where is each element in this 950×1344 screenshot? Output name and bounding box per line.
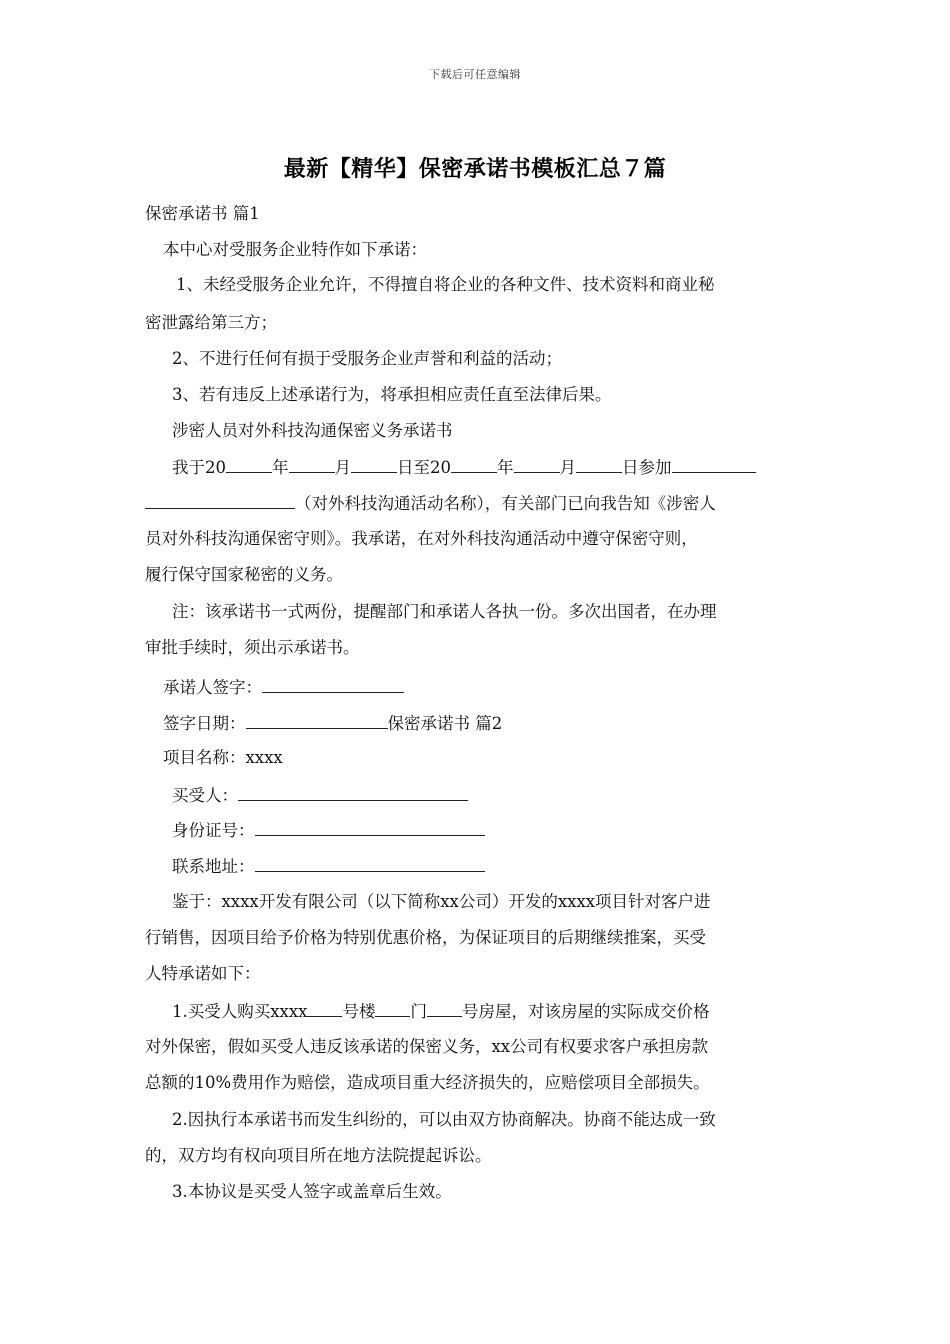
blank-month-end[interactable] bbox=[514, 455, 560, 473]
paragraph-line: 2.因执行本承诺书而发生纠纷的，可以由双方协商解决。协商不能达成一致 bbox=[172, 1110, 716, 1129]
text-segment: 1.买受人购买xxxx bbox=[172, 1002, 308, 1021]
header-note: 下载后可任意编辑 bbox=[429, 68, 521, 81]
text-segment: 门 bbox=[410, 1002, 427, 1021]
sign-date-line bbox=[163, 711, 833, 736]
subheading: 涉密人员对外科技沟通保密义务承诺书 bbox=[172, 421, 453, 440]
text-segment: 月 bbox=[334, 458, 351, 477]
blank-day-start[interactable] bbox=[351, 455, 397, 473]
buyer-label: 买受人： bbox=[172, 786, 238, 805]
paragraph-line bbox=[145, 491, 815, 516]
blank-month-start[interactable] bbox=[289, 455, 335, 473]
id-number-label: 身份证号： bbox=[172, 821, 255, 840]
paragraph-line: 2、不进行任何有损于受服务企业声誉和利益的活动； bbox=[172, 349, 562, 368]
paragraph-line: 总额的10%费用作为赔偿，造成项目重大经济损失的，应赔偿项目全部损失。 bbox=[145, 1073, 710, 1092]
sign-date-label: 签字日期： bbox=[163, 714, 246, 733]
address-label: 联系地址： bbox=[172, 857, 255, 876]
paragraph-line: 履行保守国家秘密的义务。 bbox=[145, 565, 343, 584]
clause-1-line bbox=[172, 999, 842, 1024]
paragraph-line: 1、未经受服务企业允许，不得擅自将企业的各种文件、技术资料和商业秘 bbox=[176, 275, 715, 294]
paragraph-line: 的，双方均有权向项目所在地方法院提起诉讼。 bbox=[145, 1146, 492, 1165]
blank-year-end[interactable] bbox=[451, 455, 497, 473]
paragraph-line: 审批手续时，须出示承诺书。 bbox=[145, 638, 360, 657]
date-line bbox=[172, 455, 842, 480]
paragraph-line: 3.本协议是买受人签字或盖章后生效。 bbox=[172, 1182, 452, 1201]
section-heading-2: 保密承诺书 篇2 bbox=[387, 714, 503, 733]
blank-room[interactable] bbox=[427, 999, 462, 1017]
section-heading-1: 保密承诺书 篇1 bbox=[145, 204, 260, 223]
text-segment: 号房屋，对该房屋的实际成交价格 bbox=[461, 1002, 710, 1021]
text-segment: 我于20 bbox=[172, 458, 226, 477]
paragraph-line: 本中心对受服务企业特作如下承诺： bbox=[163, 240, 427, 259]
signature-blank[interactable] bbox=[262, 675, 404, 693]
paragraph-line: 3、若有违反上述承诺行为，将承担相应责任直至法律后果。 bbox=[172, 385, 612, 404]
buyer-line bbox=[172, 783, 842, 808]
paragraph-line: 对外保密，假如买受人违反该承诺的保密义务，xx公司有权要求客户承担房款 bbox=[145, 1037, 709, 1056]
blank-activity-name[interactable] bbox=[145, 491, 295, 509]
text-segment: 号楼 bbox=[342, 1002, 376, 1021]
blank-unit[interactable] bbox=[375, 999, 410, 1017]
text-segment: 年 bbox=[272, 458, 289, 477]
paragraph-line: 密泄露给第三方； bbox=[145, 313, 277, 332]
address-line bbox=[172, 854, 842, 879]
text-segment: 日至20 bbox=[397, 458, 451, 477]
address-blank[interactable] bbox=[255, 854, 485, 872]
blank-activity[interactable] bbox=[672, 455, 756, 473]
blank-building[interactable] bbox=[307, 999, 342, 1017]
id-number-line bbox=[172, 818, 842, 843]
paragraph-line: 人特承诺如下： bbox=[145, 964, 261, 983]
blank-year-start[interactable] bbox=[226, 455, 272, 473]
paragraph-line: 注：该承诺书一式两份，提醒部门和承诺人各执一份。多次出国者，在办理 bbox=[172, 602, 717, 621]
text-segment: 月 bbox=[559, 458, 576, 477]
paragraph-line: 行销售，因项目给予价格为特别优惠价格，为保证项目的后期继续推案，买受 bbox=[145, 928, 706, 947]
sign-date-blank[interactable] bbox=[246, 711, 388, 729]
document-title: 最新【精华】保密承诺书模板汇总７篇 bbox=[283, 156, 667, 182]
paragraph-line: 鉴于：xxxx开发有限公司（以下简称xx公司）开发的xxxx项目针对客户进 bbox=[172, 892, 711, 911]
paragraph-line: 员对外科技沟通保密守则》。我承诺，在对外科技沟通活动中遵守保密守则， bbox=[145, 529, 698, 548]
buyer-blank[interactable] bbox=[238, 783, 468, 801]
id-number-blank[interactable] bbox=[255, 818, 485, 836]
text-segment: 年 bbox=[497, 458, 514, 477]
signature-line bbox=[163, 675, 833, 700]
text-segment: （对外科技沟通活动名称），有关部门已向我告知《涉密人 bbox=[295, 494, 716, 513]
signature-label: 承诺人签字： bbox=[163, 678, 262, 697]
text-segment: 日参加 bbox=[622, 458, 672, 477]
blank-day-end[interactable] bbox=[576, 455, 622, 473]
project-name-line: 项目名称：xxxx bbox=[163, 748, 283, 767]
